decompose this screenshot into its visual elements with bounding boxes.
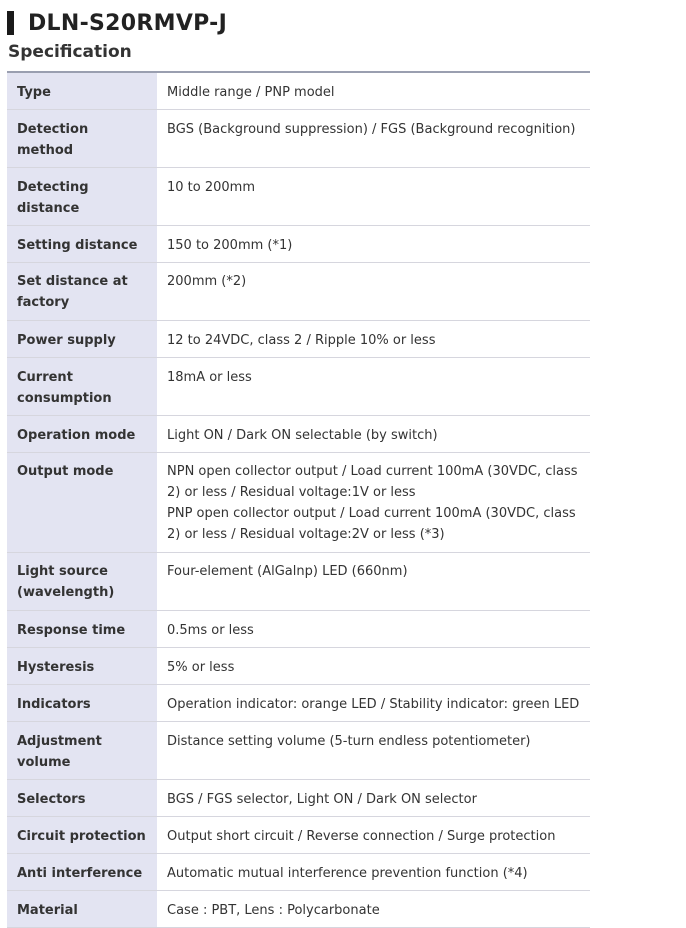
spec-value: Output short circuit / Reverse connection / Surge protection	[157, 817, 590, 854]
spec-row-circuit-protection	[7, 817, 590, 854]
spec-label: Adjustment volume	[7, 722, 157, 780]
spec-row-power-supply	[7, 321, 590, 358]
spec-table	[7, 71, 590, 928]
spec-label: Light source (wavelength)	[7, 553, 157, 611]
spec-label: Setting distance	[7, 226, 157, 263]
spec-value: 150 to 200mm (*1)	[157, 226, 590, 263]
spec-row-indicators	[7, 685, 590, 722]
spec-label: Hysteresis	[7, 648, 157, 685]
spec-value: Operation indicator: orange LED / Stability indicator: green LED	[157, 685, 590, 722]
spec-label: Output mode	[7, 453, 157, 553]
spec-row-output-mode	[7, 453, 590, 553]
spec-label: Current consumption	[7, 358, 157, 416]
spec-value-npn: NPN open collector output / Load current 100mA (30VDC, class 2) or less / Residual voltage:1V or less	[167, 464, 578, 500]
spec-row-type	[7, 72, 590, 110]
spec-value: 5% or less	[157, 648, 590, 685]
spec-value: 18mA or less	[157, 358, 590, 416]
spec-row-adjustment-volume	[7, 722, 590, 780]
spec-value-group	[157, 453, 590, 553]
spec-label: Material	[7, 891, 157, 928]
spec-label: Response time	[7, 611, 157, 648]
spec-label: Power supply	[7, 321, 157, 358]
spec-label: Circuit protection	[7, 817, 157, 854]
spec-value: 0.5ms or less	[157, 611, 590, 648]
spec-value: Automatic mutual interference prevention function (*4)	[157, 854, 590, 891]
section-title: Specification	[8, 42, 132, 62]
model-header	[7, 8, 227, 38]
spec-row-selectors	[7, 780, 590, 817]
spec-value: Light ON / Dark ON selectable (by switch)	[157, 416, 590, 453]
spec-label: Detecting distance	[7, 168, 157, 226]
model-title: DLN-S20RMVP-J	[28, 10, 228, 36]
spec-row-anti-interference	[7, 854, 590, 891]
spec-row-set-distance-at-factory	[7, 263, 590, 321]
spec-value: 200mm (*2)	[157, 263, 590, 321]
spec-label: Detection method	[7, 110, 157, 168]
spec-value-pnp: PNP open collector output / Load current 100mA (30VDC, class 2) or less / Residual voltage:2V or less (*3)	[167, 506, 576, 542]
spec-value: BGS / FGS selector, Light ON / Dark ON selector	[157, 780, 590, 817]
spec-row-operation-mode	[7, 416, 590, 453]
spec-row-current-consumption	[7, 358, 590, 416]
spec-label: Anti interference	[7, 854, 157, 891]
spec-row-detecting-distance	[7, 168, 590, 226]
spec-label: Selectors	[7, 780, 157, 817]
spec-value: BGS (Background suppression) / FGS (Background recognition)	[157, 110, 590, 168]
spec-row-detection-method	[7, 110, 590, 168]
spec-label: Operation mode	[7, 416, 157, 453]
spec-value: Case : PBT, Lens : Polycarbonate	[157, 891, 590, 928]
spec-value: Four-element (AlGalnp) LED (660nm)	[157, 553, 590, 611]
spec-row-light-source	[7, 553, 590, 611]
spec-label: Type	[7, 72, 157, 110]
spec-row-response-time	[7, 611, 590, 648]
spec-row-hysteresis	[7, 648, 590, 685]
spec-row-setting-distance	[7, 226, 590, 263]
spec-value: Distance setting volume (5-turn endless potentiometer)	[157, 722, 590, 780]
spec-label: Set distance at factory	[7, 263, 157, 321]
spec-row-material	[7, 891, 590, 928]
spec-label: Indicators	[7, 685, 157, 722]
model-title-bar	[7, 11, 14, 35]
spec-value: Middle range / PNP model	[157, 72, 590, 110]
spec-value: 12 to 24VDC, class 2 / Ripple 10% or less	[157, 321, 590, 358]
spec-value: 10 to 200mm	[157, 168, 590, 226]
